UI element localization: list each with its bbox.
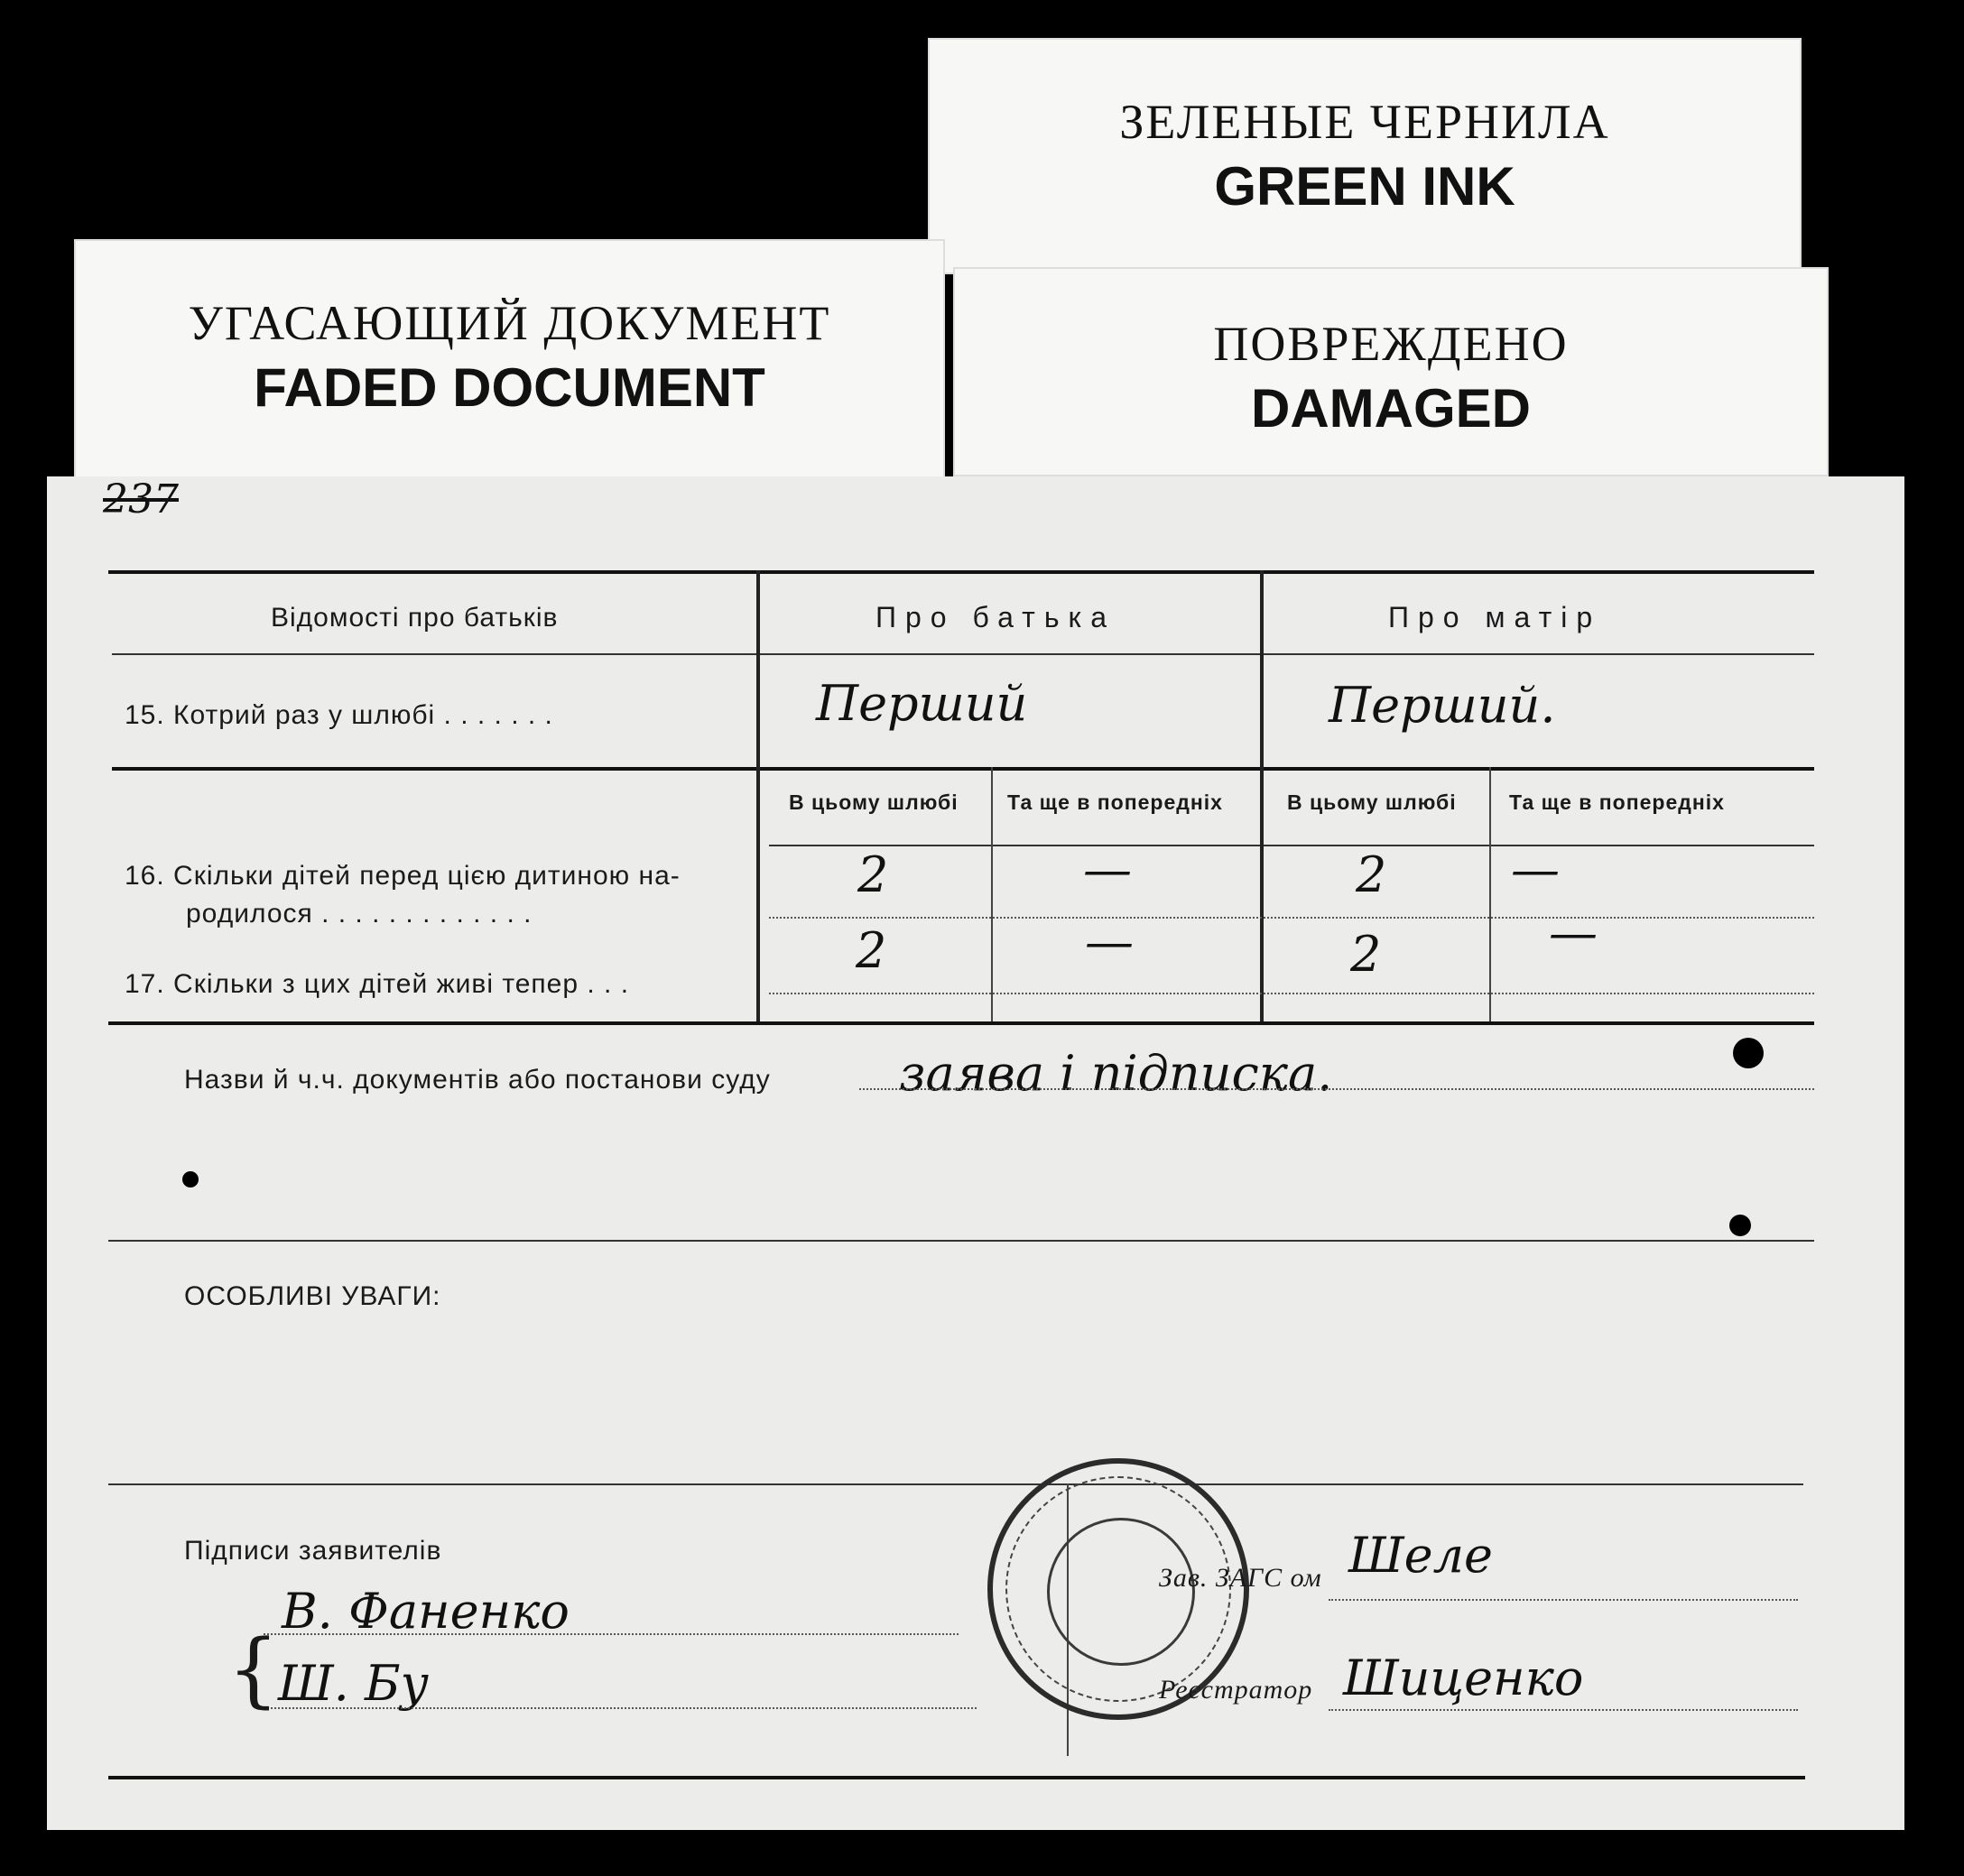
applicant2-signature: Ш. Бу <box>278 1655 429 1712</box>
row17-dotted-rule <box>769 993 1814 994</box>
faded-document-label-en: FADED DOCUMENT <box>254 357 765 418</box>
row15-rule <box>112 767 1814 771</box>
row15-mother-value: Перший. <box>1329 677 1556 734</box>
father-this-marriage-header: В цьому шлюбі <box>789 790 959 814</box>
registrar-line <box>1329 1709 1798 1711</box>
subheader-rule <box>769 845 1814 846</box>
row15-label: 15. Котрий раз у шлюбі . . . . . . . <box>125 700 553 730</box>
row17-father-this: 2 <box>856 922 887 979</box>
mother-previous-header: Та ще в попередніх <box>1509 790 1725 814</box>
column-divider-1 <box>756 570 760 1021</box>
registrar-label: Реєстратор <box>1159 1675 1313 1705</box>
column-divider-father <box>991 767 993 1021</box>
row17-mother-prev: — <box>1549 904 1598 961</box>
page-number: 237 <box>103 476 179 522</box>
applicant1-line <box>264 1633 959 1635</box>
row16-label-line1: 16. Скільки дітей перед цією дитиною на- <box>125 861 681 891</box>
header-father: Про батька <box>875 601 1116 633</box>
form-bottom-rule <box>108 1776 1805 1779</box>
father-previous-header: Та ще в попередніх <box>1007 790 1223 814</box>
punch-hole <box>182 1171 199 1188</box>
applicant2-line <box>264 1707 977 1709</box>
head-signature: Шеле <box>1348 1527 1493 1584</box>
documents-value: заява і підписка. <box>899 1045 1333 1102</box>
column-divider-mother <box>1489 767 1491 1021</box>
header-parents-info: Відомості про батьків <box>271 603 559 633</box>
table-top-rule <box>108 570 1814 574</box>
remarks-bottom-rule <box>108 1483 1803 1485</box>
remarks-label: ОСОБЛИВІ УВАГИ: <box>184 1281 441 1311</box>
green-ink-label <box>928 38 1802 274</box>
row16-mother-prev: — <box>1511 841 1560 898</box>
row17-mother-this: 2 <box>1350 926 1382 983</box>
birth-record-form <box>47 476 1904 1830</box>
row16-father-this: 2 <box>857 846 889 903</box>
signatures-label: Підписи заявителів <box>184 1536 442 1566</box>
documents-bottom-rule <box>108 1240 1814 1242</box>
brace-icon: { <box>227 1622 281 1717</box>
row16-mother-this: 2 <box>1356 846 1387 903</box>
green-ink-label-ru: ЗЕЛЕНЫЕ ЧЕРНИЛА <box>1119 95 1610 149</box>
registrar-signature: Шиценко <box>1343 1650 1584 1706</box>
applicant1-signature: В. Фаненко <box>282 1583 570 1640</box>
damaged-label <box>953 267 1829 476</box>
head-label: Зав. ЗАГС ом <box>1159 1563 1322 1593</box>
faded-document-label <box>74 239 945 481</box>
documents-label: Назви й ч.ч. документів або постанови суду <box>184 1065 771 1095</box>
header-mother: Про матір <box>1388 601 1602 633</box>
row16-dotted-rule <box>769 917 1814 919</box>
damaged-label-en: DAMAGED <box>1251 378 1531 439</box>
documents-dotted-rule <box>859 1088 1814 1090</box>
punch-hole <box>1733 1038 1764 1068</box>
row15-father-value: Перший <box>816 675 1028 732</box>
punch-hole <box>1729 1215 1751 1236</box>
head-line <box>1329 1599 1798 1601</box>
mother-this-marriage-header: В цьому шлюбі <box>1287 790 1457 814</box>
green-ink-label-en: GREEN INK <box>1214 156 1515 217</box>
row17-father-prev: — <box>1085 913 1134 970</box>
header-rule <box>112 653 1814 655</box>
faded-document-label-ru: УГАСАЮЩИЙ ДОКУМЕНТ <box>188 296 831 350</box>
column-divider-2 <box>1260 570 1264 1021</box>
row16-father-prev: — <box>1083 841 1132 898</box>
damaged-label-ru: ПОВРЕЖДЕНО <box>1213 317 1569 371</box>
row16-label-line2: родилося . . . . . . . . . . . . . <box>186 899 533 929</box>
table-bottom-rule <box>108 1021 1814 1025</box>
row17-label: 17. Скільки з цих дітей живі тепер . . . <box>125 969 630 999</box>
